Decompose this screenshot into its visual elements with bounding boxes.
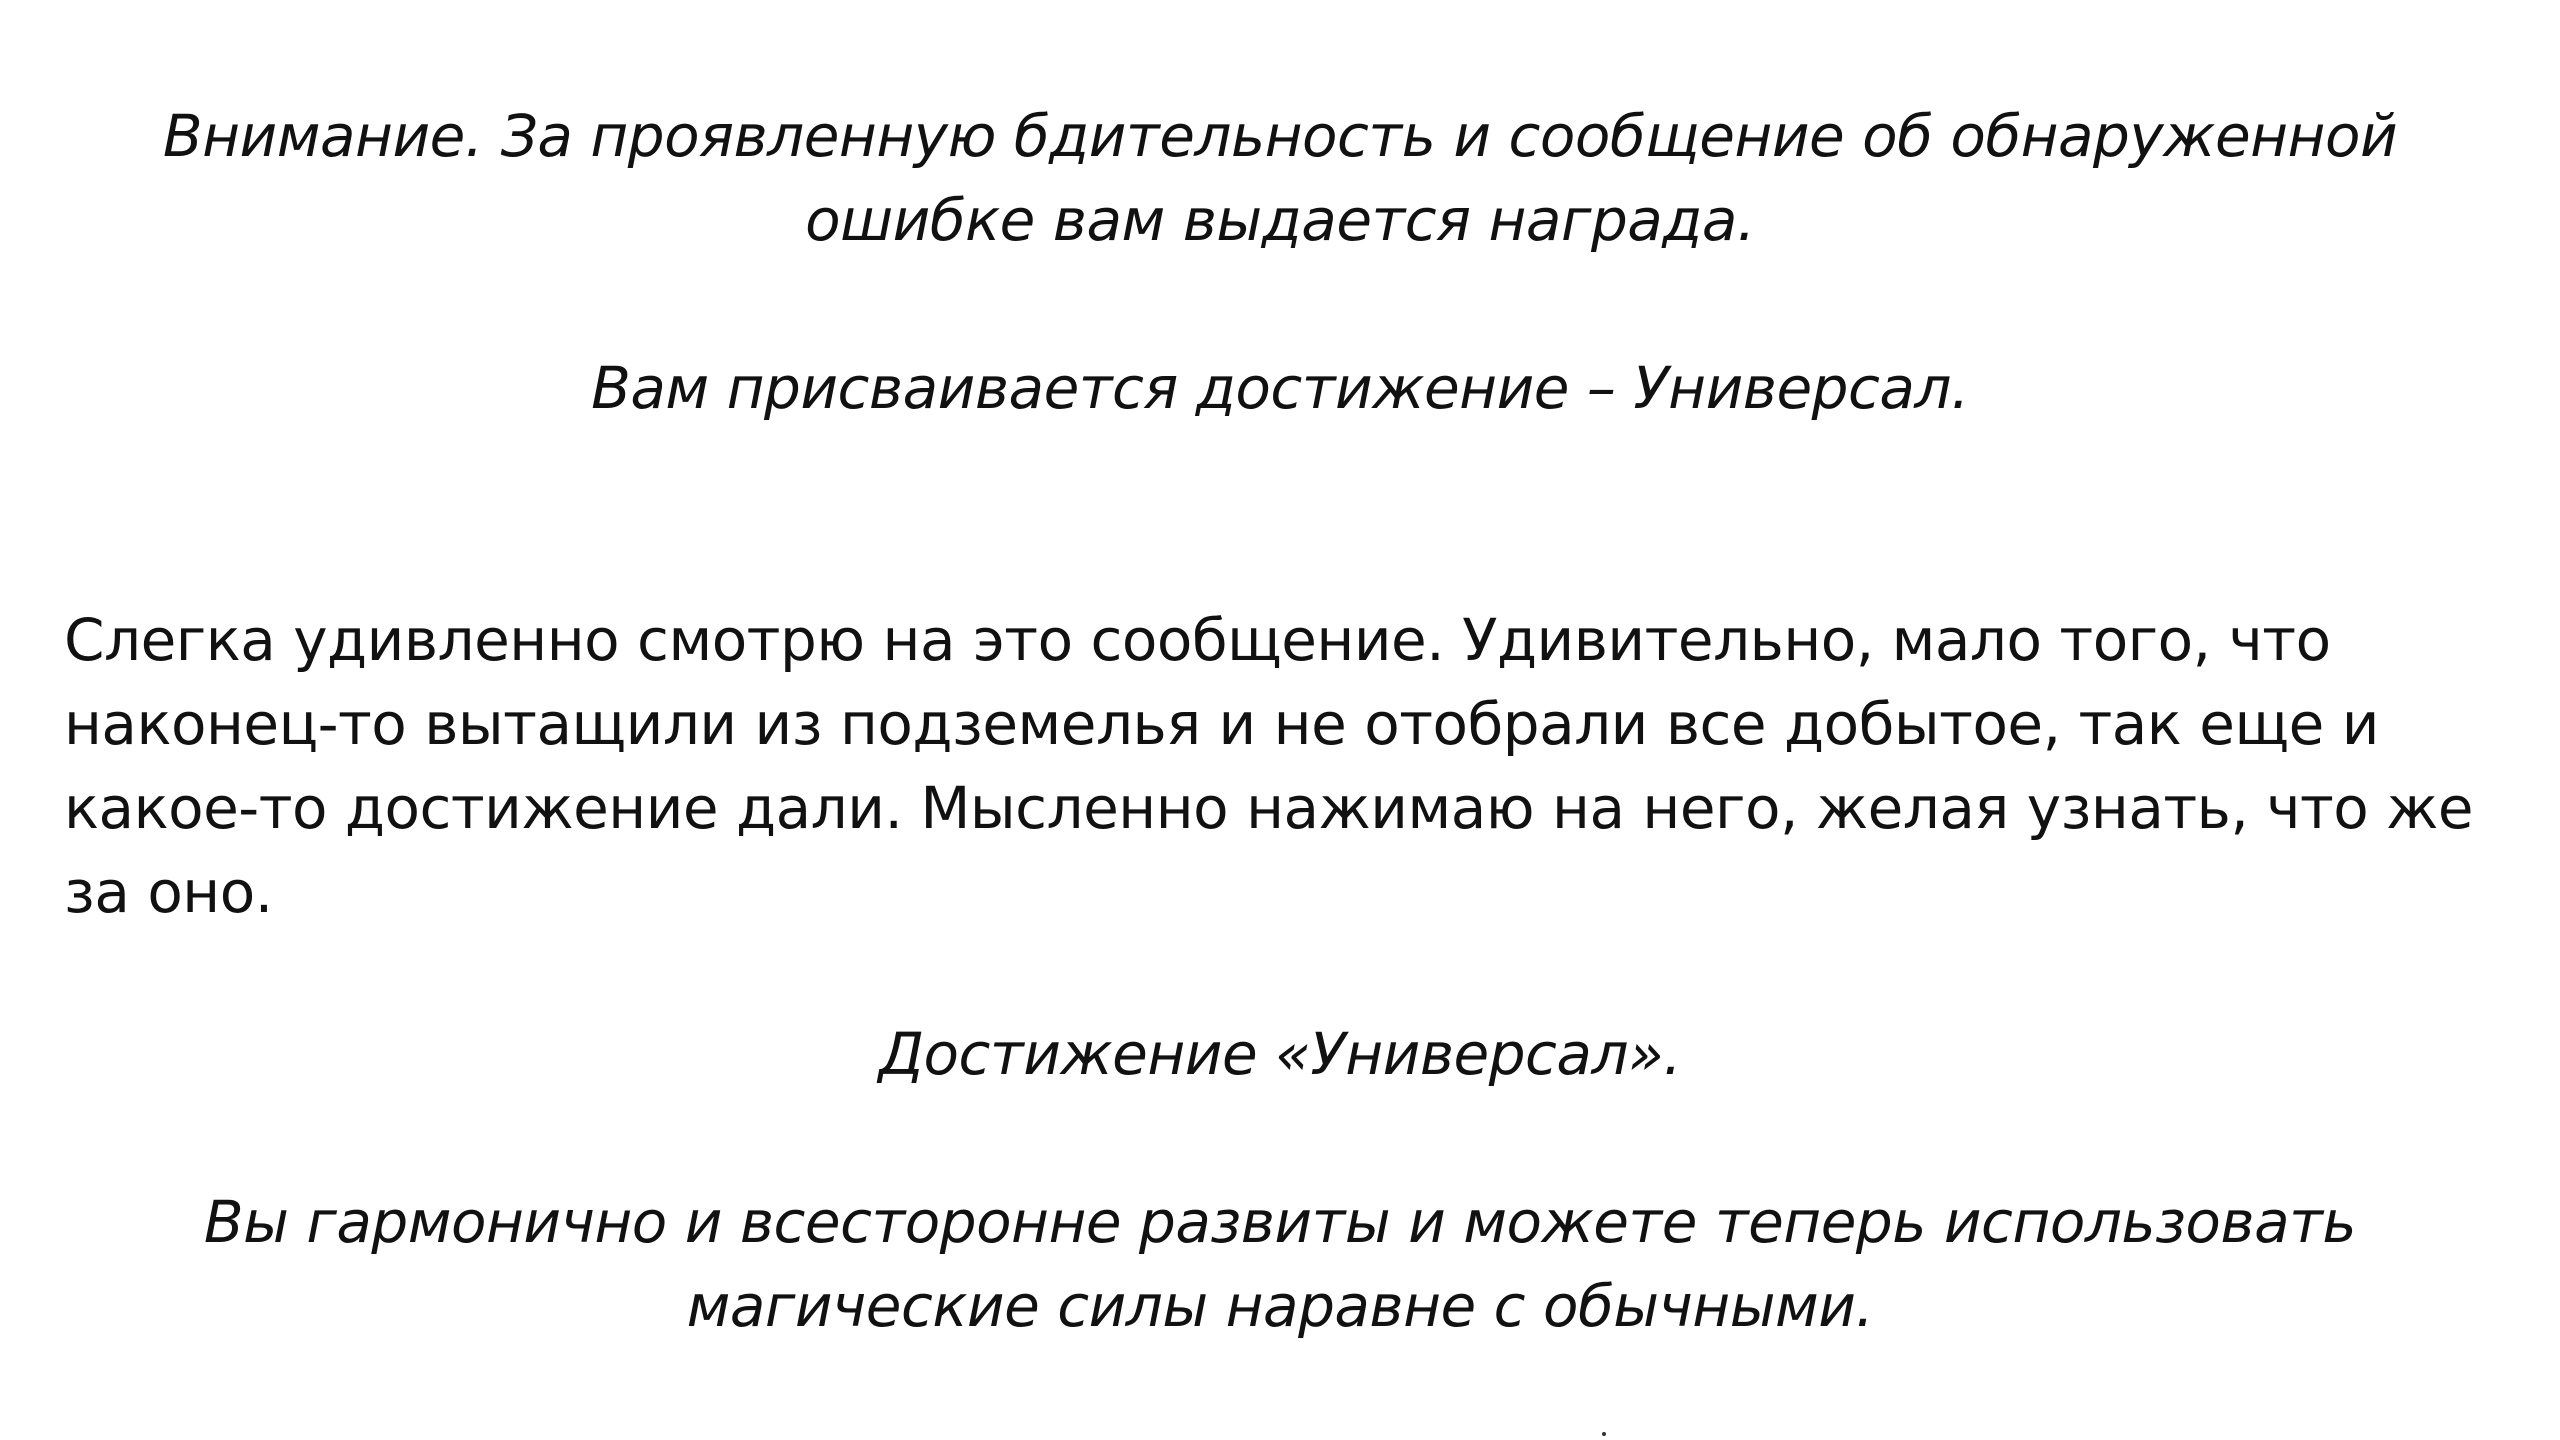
achievement-description: Вы гармонично и всесторонне развиты и можете теперь использовать магические силы наравне с обычными. <box>203 1188 2357 1340</box>
notice-paragraph: Внимание. За проявленную бдительность и сообщение об обнаруженной ошибке вам выдается награда. <box>162 102 2398 254</box>
achievement-title: Достижение «Универсал». <box>878 1020 1682 1088</box>
stray-mark <box>1602 1432 1606 1436</box>
achievement-granted-paragraph: Вам присваивается достижение – Универсал. <box>591 354 1969 422</box>
narrative-paragraph: Слегка удивленно смотрю на это сообщение. Удивительно, мало того, что наконец-то вытащили из подземелья и не отобрали все добытое, так еще и какое-то достижение дали. Мысленно нажимаю на него, желая узнать, что же за оно. <box>64 606 2474 926</box>
